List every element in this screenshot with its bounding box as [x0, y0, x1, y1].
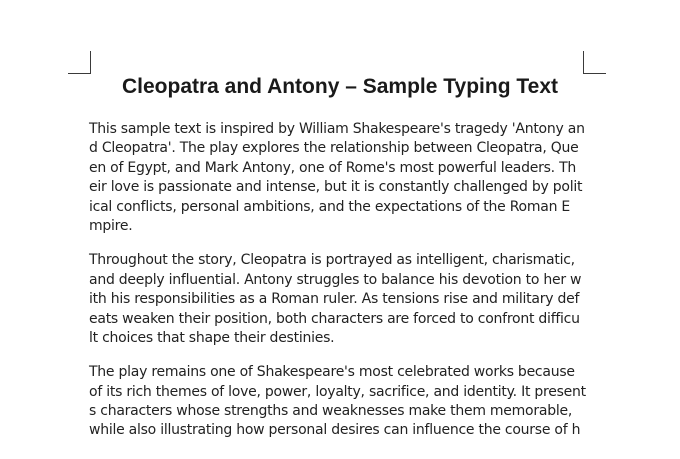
text-line: This sample text is inspired by William Shakespeare's tragedy 'Antony an: [89, 121, 585, 137]
text-line: ith his responsibilities as a Roman ruler. As tensions rise and military def: [89, 291, 580, 308]
page-corner-mark-top-left: [68, 51, 91, 74]
text-line: mpire.: [89, 217, 133, 234]
text-line: lt choices that shape their destinies.: [89, 329, 335, 346]
paragraph-2: [89, 251, 589, 348]
text-line: en of Egypt, and Mark Antony, one of Rome's most powerful leaders. Th: [89, 159, 577, 176]
page-corner-mark-top-right: [583, 51, 606, 74]
document-title: Cleopatra and Antony – Sample Typing Text: [121, 75, 558, 98]
text-line: ical conflicts, personal ambitions, and the expectations of the Roman E: [89, 198, 571, 215]
text-line: eats weaken their position, both characters are forced to confront difficu: [89, 310, 580, 327]
text-line: of its rich themes of love, power, loyalty, sacrifice, and identity. It present: [89, 383, 586, 400]
text-line: d Cleopatra'. The play explores the relationship between Cleopatra, Que: [89, 140, 579, 157]
paragraph-1: [89, 120, 589, 236]
text-line: while also illustrating how personal desires can influence the course of h: [89, 422, 581, 439]
text-line: and deeply influential. Antony struggles to balance his devotion to her w: [89, 271, 582, 288]
text-line: Throughout the story, Cleopatra is portrayed as intelligent, charismatic,: [89, 252, 575, 269]
text-line: eir love is passionate and intense, but it is constantly challenged by polit: [89, 179, 583, 196]
text-line: s characters whose strengths and weaknesses make them memorable,: [89, 403, 573, 420]
text-line: The play remains one of Shakespeare's most celebrated works because: [89, 364, 575, 381]
document-body: [89, 120, 589, 456]
paragraph-3: [89, 363, 589, 441]
